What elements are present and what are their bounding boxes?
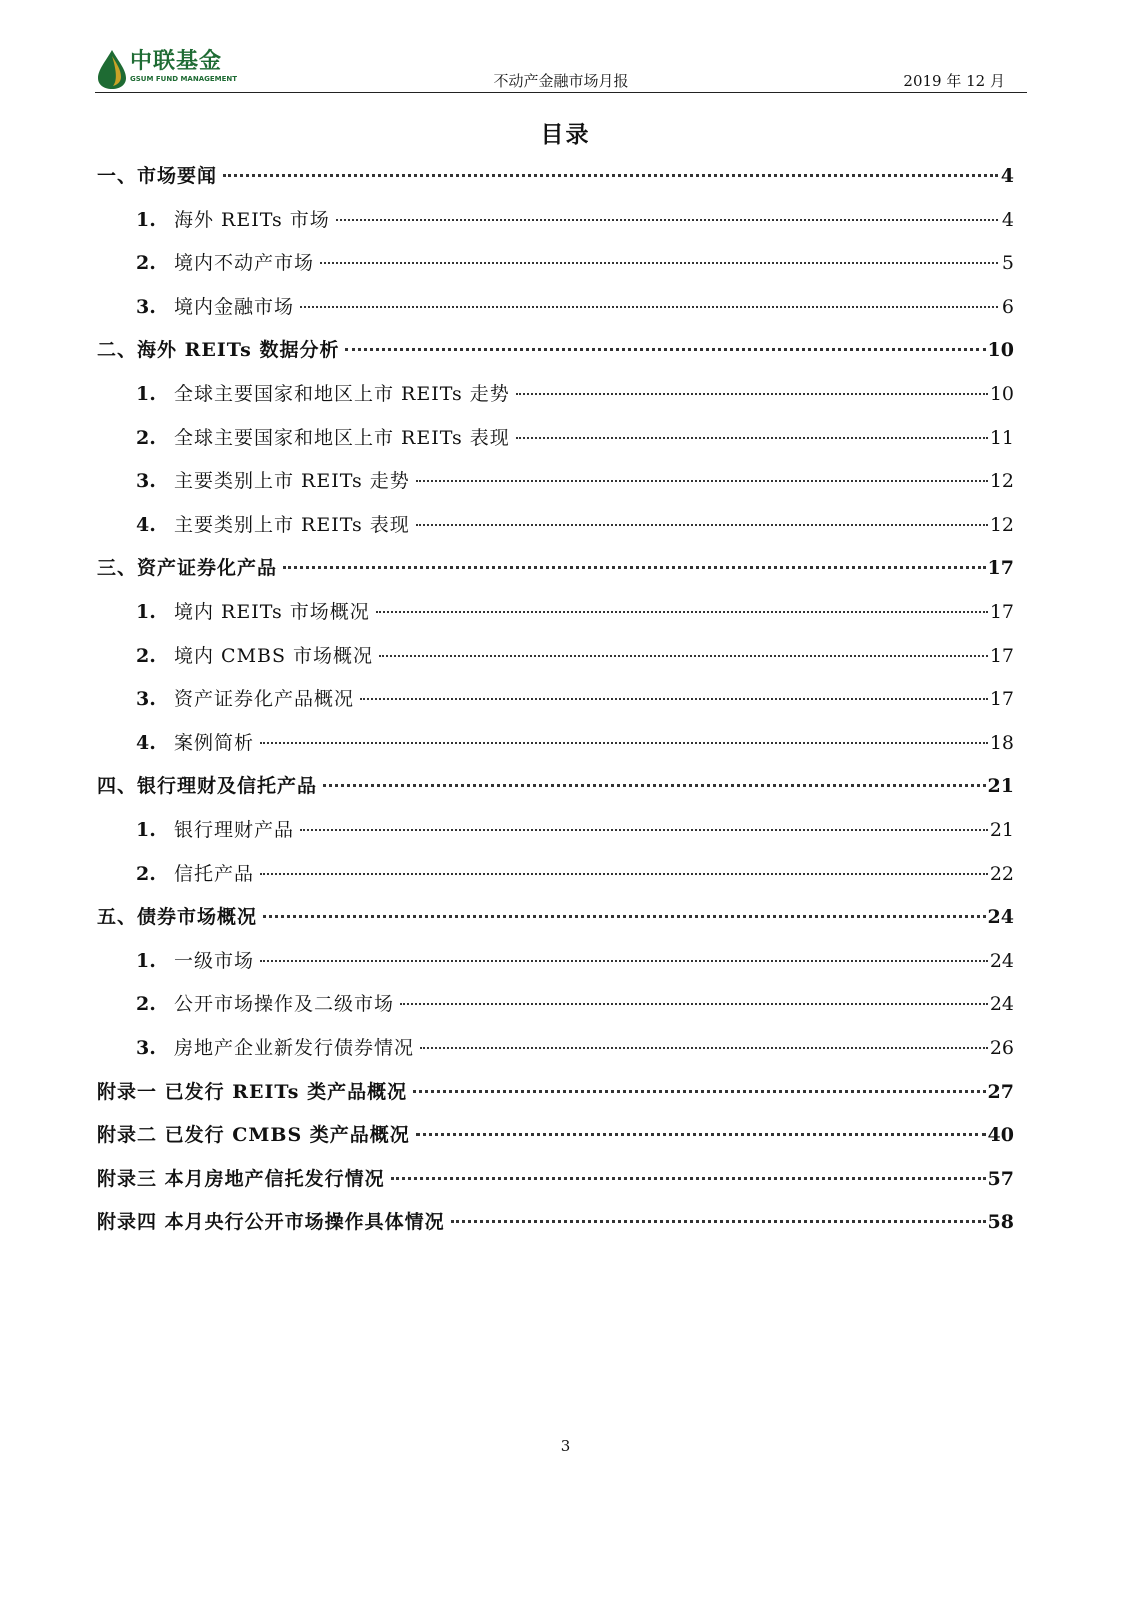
toc-dot-leader: [416, 524, 988, 526]
toc-entry-number: 3.: [136, 470, 156, 493]
toc-subsection-entry[interactable]: [97, 946, 1014, 976]
toc-subsection-entry[interactable]: [97, 1033, 1014, 1063]
toc-dot-leader: [345, 348, 985, 351]
toc-dot-leader: [260, 960, 988, 962]
toc-entry-page-number: 58: [987, 1211, 1014, 1234]
toc-entry-number: 2.: [136, 426, 156, 449]
toc-entry-page-number: 57: [987, 1167, 1014, 1190]
toc-entry-page-number: 18: [989, 731, 1014, 754]
toc-subsection-entry[interactable]: [97, 684, 1014, 714]
toc-entry-number: 2.: [136, 993, 156, 1016]
toc-section-entry[interactable]: [97, 771, 1014, 801]
toc-entry-label: 四、银行理财及信托产品: [97, 775, 318, 798]
toc-entry-page-number: 4: [1000, 165, 1014, 187]
toc-dot-leader: [413, 1090, 985, 1093]
toc-dot-leader: [320, 262, 998, 264]
toc-entry-label: 主要类别上市 REITs 表现: [174, 513, 410, 536]
page-header: [95, 44, 1027, 94]
toc-dot-leader: [300, 306, 998, 308]
toc-entry-label: 二、海外 REITs 数据分析: [97, 339, 340, 362]
toc-entry-label: 信托产品: [174, 862, 255, 885]
toc-entry-label: 资产证券化产品概况: [174, 688, 355, 711]
toc-entry-label: 主要类别上市 REITs 走势: [174, 470, 410, 493]
toc-entry-label: 一级市场: [174, 949, 255, 972]
toc-entry-number: 1.: [136, 208, 156, 231]
toc-dot-leader: [260, 873, 988, 875]
toc-entry-label: 境内金融市场: [174, 295, 295, 318]
toc-entry-page-number: 17: [989, 688, 1014, 711]
toc-section-entry[interactable]: [97, 335, 1014, 365]
toc-dot-leader: [360, 698, 988, 700]
toc-entry-label: 海外 REITs 市场: [174, 208, 330, 231]
header-divider: [95, 92, 1027, 93]
toc-entry-number: 2.: [136, 862, 156, 885]
toc-dot-leader: [391, 1177, 986, 1180]
logo-english-name: GSUM FUND MANAGEMENT: [130, 75, 238, 83]
toc-entry-label: 境内 CMBS 市场概况: [174, 644, 374, 667]
toc-subsection-entry[interactable]: [97, 597, 1014, 627]
toc-dot-leader: [300, 829, 988, 831]
toc-subsection-entry[interactable]: [97, 815, 1014, 845]
logo-chinese-name: 中联基金: [130, 49, 223, 74]
toc-entry-page-number: 24: [987, 906, 1014, 929]
page-number: 3: [560, 1437, 571, 1455]
toc-entry-page-number: 12: [989, 513, 1014, 536]
toc-entry-number: 3.: [136, 1037, 156, 1059]
toc-subsection-entry[interactable]: [97, 510, 1014, 540]
toc-entry-page-number: 24: [989, 993, 1014, 1016]
toc-dot-leader: [416, 1133, 986, 1136]
toc-entry-page-number: 5: [1001, 252, 1014, 275]
toc-entry-label: 全球主要国家和地区上市 REITs 走势: [174, 383, 510, 405]
toc-entry-page-number: 4: [1001, 208, 1014, 231]
toc-entry-page-number: 26: [989, 1037, 1014, 1059]
toc-subsection-entry[interactable]: [97, 728, 1014, 758]
toc-subsection-entry[interactable]: [97, 379, 1014, 409]
toc-entry-number: 2.: [136, 252, 156, 275]
toc-entry-page-number: 6: [1001, 295, 1014, 318]
toc-section-entry[interactable]: [97, 1120, 1014, 1150]
toc-section-entry[interactable]: [97, 1077, 1014, 1107]
toc-title: 目录: [540, 121, 591, 148]
toc-entry-label: 附录四 本月央行公开市场操作具体情况: [97, 1211, 445, 1234]
toc-dot-leader: [336, 219, 998, 221]
toc-dot-leader: [416, 480, 988, 482]
toc-dot-leader: [323, 784, 986, 787]
toc-subsection-entry[interactable]: [97, 205, 1014, 235]
toc-subsection-entry[interactable]: [97, 292, 1014, 322]
toc-entry-label: 附录三 本月房地产信托发行情况: [97, 1167, 385, 1190]
toc-dot-leader: [451, 1220, 986, 1223]
toc-entry-label: 一、市场要闻: [97, 165, 218, 187]
toc-entry-label: 全球主要国家和地区上市 REITs 表现: [174, 426, 510, 449]
toc-subsection-entry[interactable]: [97, 248, 1014, 278]
toc-entry-number: 4.: [136, 513, 156, 536]
toc-entry-number: 2.: [136, 644, 156, 667]
toc-entry-page-number: 17: [989, 644, 1014, 667]
toc-entry-page-number: 10: [989, 383, 1014, 405]
toc-entry-page-number: 40: [987, 1124, 1014, 1147]
toc-dot-leader: [376, 611, 988, 613]
toc-entry-page-number: 21: [987, 775, 1014, 798]
toc-entry-page-number: 27: [987, 1080, 1014, 1103]
toc-dot-leader: [516, 393, 988, 395]
toc-entry-label: 案例简析: [174, 731, 255, 754]
toc-entry-page-number: 12: [989, 470, 1014, 493]
toc-dot-leader: [379, 655, 988, 657]
toc-dot-leader: [400, 1003, 988, 1005]
toc-entry-page-number: 22: [989, 862, 1014, 885]
toc-dot-leader: [263, 915, 986, 918]
toc-subsection-entry[interactable]: [97, 641, 1014, 671]
toc-entry-label: 公开市场操作及二级市场: [174, 993, 395, 1016]
toc-entry-label: 房地产企业新发行债券情况: [174, 1037, 415, 1059]
toc-entry-number: 1.: [136, 383, 156, 405]
toc-subsection-entry[interactable]: [97, 859, 1014, 889]
toc-entry-number: 1.: [136, 949, 156, 972]
toc-entry-page-number: 17: [987, 557, 1014, 580]
toc-entry-page-number: 21: [989, 819, 1014, 841]
toc-dot-leader: [516, 437, 988, 439]
toc-entry-label: 境内不动产市场: [174, 252, 315, 275]
toc-section-entry[interactable]: [97, 553, 1014, 583]
toc-entry-label: 银行理财产品: [174, 819, 295, 841]
toc-section-entry[interactable]: [97, 1164, 1014, 1194]
toc-section-entry[interactable]: [97, 902, 1014, 932]
toc-subsection-entry[interactable]: [97, 466, 1014, 496]
toc-entry-page-number: 24: [989, 949, 1014, 972]
toc-entry-number: 1.: [136, 601, 156, 623]
toc-entry-number: 3.: [136, 688, 156, 711]
toc-entry-page-number: 17: [989, 601, 1014, 623]
toc-entry-page-number: 11: [989, 426, 1014, 449]
toc-subsection-entry[interactable]: [97, 423, 1014, 453]
toc-entry-label: 三、资产证券化产品: [97, 557, 278, 580]
toc-entry-label: 五、债券市场概况: [97, 906, 258, 929]
toc-dot-leader: [283, 566, 986, 569]
toc-dot-leader: [420, 1047, 988, 1049]
toc-subsection-entry[interactable]: [97, 989, 1014, 1019]
toc-dot-leader: [260, 742, 988, 744]
toc-entry-number: 1.: [136, 819, 156, 841]
toc-entry-page-number: 10: [987, 339, 1014, 362]
toc-entry-number: 3.: [136, 295, 156, 318]
toc-section-entry[interactable]: [97, 161, 1014, 191]
toc-dot-leader: [223, 174, 998, 177]
toc-entry-label: 境内 REITs 市场概况: [174, 601, 370, 623]
report-date: 2019 年 12 月: [903, 72, 1005, 90]
toc-section-entry[interactable]: [97, 1207, 1014, 1237]
toc-entry-label: 附录一 已发行 REITs 类产品概况: [97, 1080, 408, 1103]
report-title: 不动产金融市场月报: [493, 72, 629, 90]
toc-entry-label: 附录二 已发行 CMBS 类产品概况: [97, 1124, 410, 1147]
toc-entry-number: 4.: [136, 731, 156, 754]
